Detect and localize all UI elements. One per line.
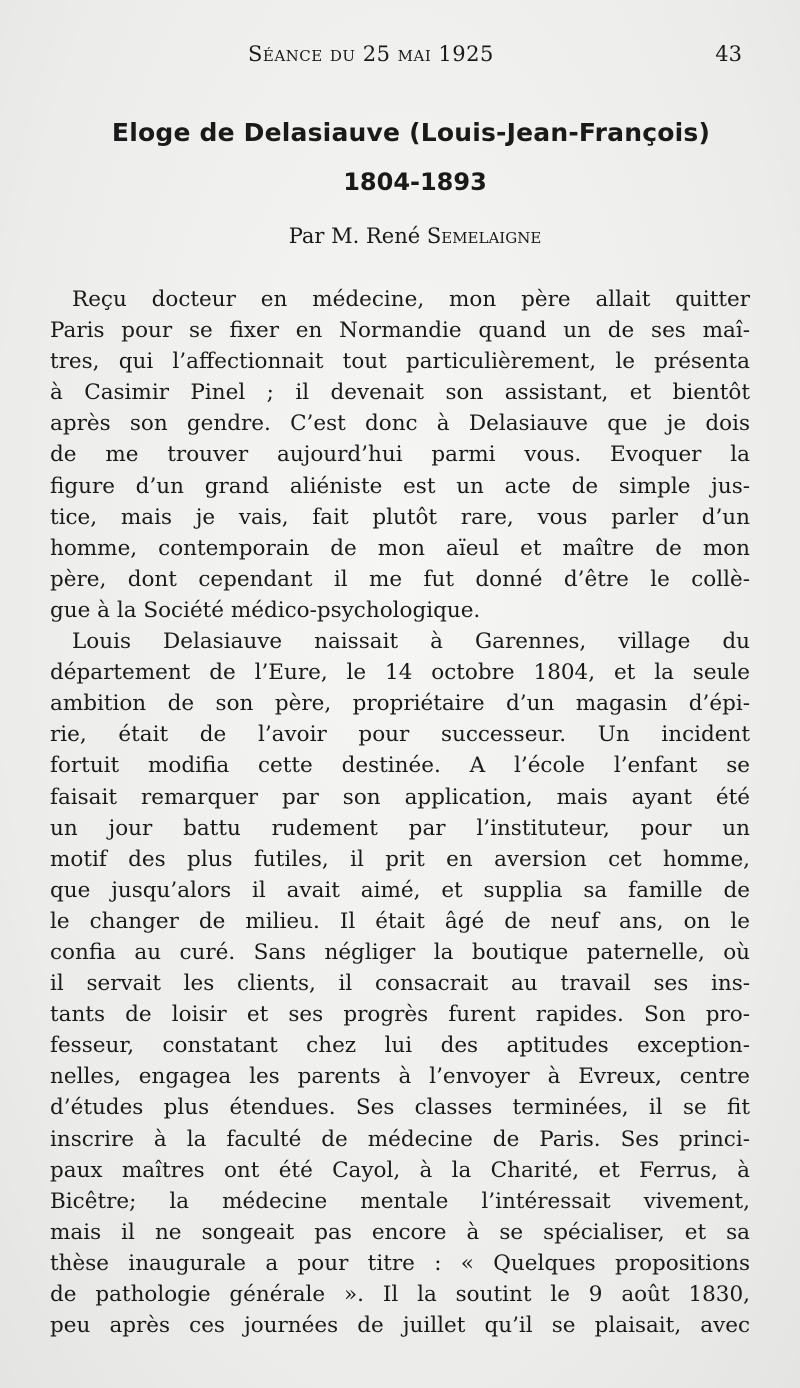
body-line: nelles, engagea les parents à l’envoyer à Evreux, centre	[50, 1064, 750, 1090]
byline-prefix: Par M. René	[288, 224, 421, 248]
body-line: fesseur, constatant chez lui des aptitudes exception-	[50, 1033, 750, 1059]
article-dates: 1804-1893	[343, 168, 487, 196]
body-line: gue à la Société médico-psychologique.	[50, 597, 481, 623]
body-line: confia au curé. Sans négliger la boutique paternelle, où	[50, 939, 750, 965]
body-line: Reçu docteur en médecine, mon père allait quitter	[72, 287, 750, 312]
body-line: fortuit modifia cette destinée. A l’école l’enfant se	[50, 753, 750, 779]
running-head	[0, 42, 800, 72]
body-line: paux maîtres ont été Cayol, à la Charité, et Ferrus, à	[50, 1157, 750, 1183]
body-line: ambition de son père, propriétaire d’un magasin d’épi-	[50, 691, 750, 717]
body-line: à Casimir Pinel ; il devenait son assistant, et bientôt	[50, 380, 750, 406]
body-line: Paris pour se fixer en Normandie quand un de ses maî-	[50, 318, 750, 344]
body-line: tice, mais je vais, fait plutôt rare, vous parler d’un	[50, 504, 750, 530]
body-line: il servait les clients, il consacrait au travail ses ins-	[50, 971, 750, 997]
byline	[0, 224, 800, 248]
page-number: 43	[715, 42, 742, 66]
body-line: thèse inaugurale a pour titre : « Quelques propositions	[50, 1250, 750, 1276]
body-line: mais il ne songeait pas encore à se spécialiser, et sa	[50, 1219, 750, 1245]
body-line: tres, qui l’affectionnait tout particulièrement, le présenta	[50, 349, 750, 375]
body-line: homme, contemporain de mon aïeul et maître de mon	[50, 535, 750, 561]
body-line: inscrire à la faculté de médecine de Paris. Ses princi-	[50, 1126, 750, 1152]
body-line: que jusqu’alors il avait aimé, et supplia sa famille de	[50, 877, 750, 903]
body-line: après son gendre. C’est donc à Delasiauve que je dois	[50, 411, 750, 437]
body-line: Bicêtre; la médecine mentale l’intéressait vivement,	[50, 1188, 750, 1214]
body-line: figure d’un grand aliéniste est un acte de simple jus-	[50, 473, 750, 499]
body-line: d’études plus étendues. Ses classes terminées, il se fit	[50, 1095, 750, 1121]
body-line: un jour battu rudement par l’instituteur, pour un	[50, 815, 750, 841]
body-line: département de l’Eure, le 14 octobre 1804, et la seule	[50, 660, 750, 686]
body-line: rie, était de l’avoir pour successeur. Un incident	[50, 722, 750, 748]
byline-surname: Semelaigne	[426, 224, 542, 248]
body-line: de me trouver aujourd’hui parmi vous. Evoquer la	[50, 442, 750, 468]
body-line: père, dont cependant il me fut donné d’être le collè-	[50, 566, 750, 592]
body-line: Louis Delasiauve naissait à Garennes, village du	[72, 629, 750, 655]
body-line: le changer de milieu. Il était âgé de neuf ans, on le	[50, 908, 750, 934]
article-title: Eloge de Delasiauve (Louis-Jean-François)	[111, 118, 711, 147]
body-line: de pathologie générale ». Il la soutint le 9 août 1830,	[50, 1282, 750, 1307]
body-line: faisait remarquer par son application, mais ayant été	[50, 784, 750, 810]
body-line: peu après ces journées de juillet qu’il se plaisait, avec	[50, 1313, 750, 1339]
body-text	[50, 284, 750, 1341]
body-line: tants de loisir et ses progrès furent rapides. Son pro-	[50, 1002, 750, 1028]
body-line: motif des plus futiles, il prit en aversion cet homme,	[50, 846, 750, 872]
running-title: Séance du 25 mai 1925	[248, 42, 494, 66]
